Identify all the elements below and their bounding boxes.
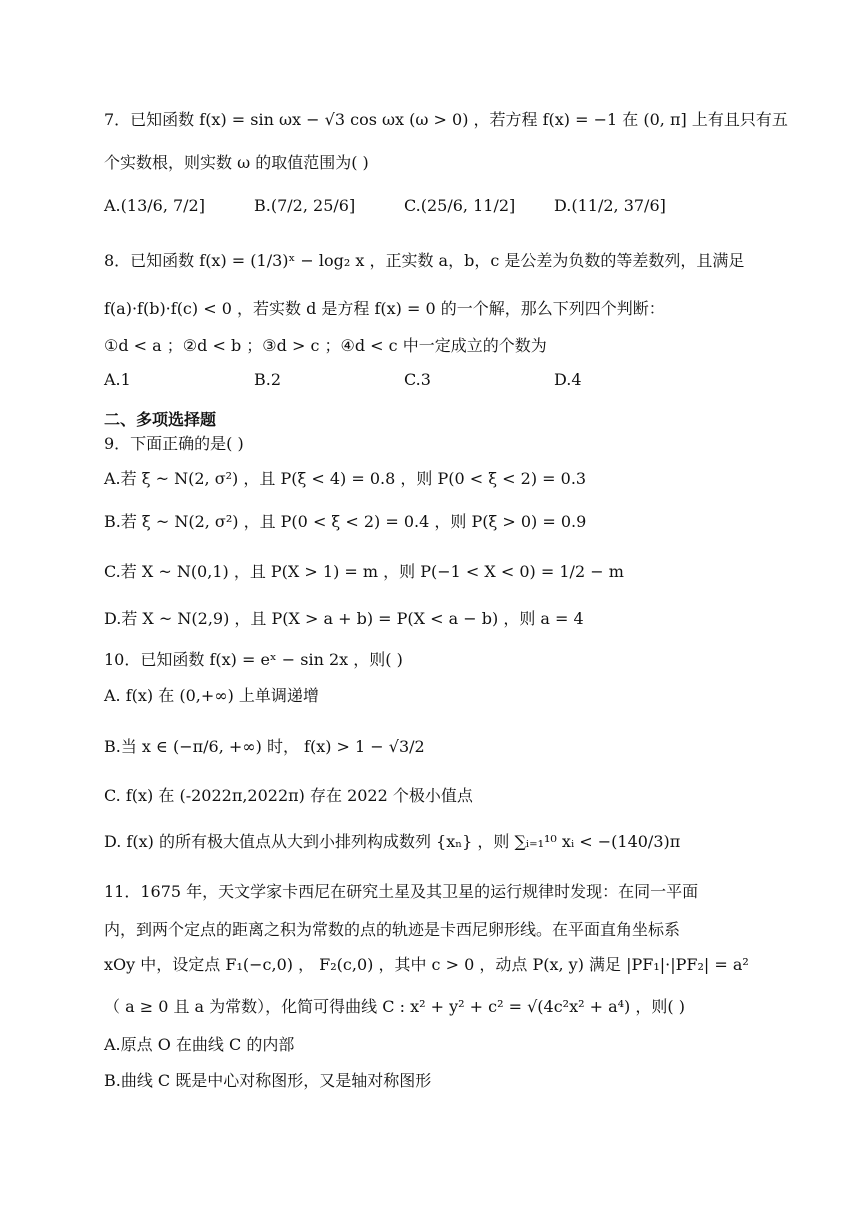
q8-option-b: B.2 — [254, 370, 282, 389]
q8-line2: f(a)·f(b)·f(c) < 0 ，若实数 d 是方程 f(x) = 0 的一个解，那么下列四个判断： — [104, 299, 665, 318]
q9-option-c: C.若 X ~ N(0,1) ，且 P(X > 1) = m ，则 P(−1 < X < 0) = 1/2 − m — [104, 562, 624, 581]
q9-option-d: D.若 X ~ N(2,9) ，且 P(X > a + b) = P(X < a − b) ，则 a = 4 — [104, 609, 584, 628]
q10-option-b: B.当 x ∈ (−π/6, +∞) 时， f(x) > 1 − √3/2 — [104, 737, 425, 756]
q10-option-a: A. f(x) 在 (0,+∞) 上单调递增 — [104, 686, 319, 705]
q11-line3: xOy 中，设定点 F₁(−c,0) ， F₂(c,0) ，其中 c > 0 ，动点 P(x, y) 满足 |PF₁|·|PF₂| = a² — [104, 955, 749, 974]
q7-line1: 7．已知函数 f(x) = sin ωx − √3 cos ωx (ω > 0) ，若方程 f(x) = −1 在 (0, π] 上有且只有五 — [104, 110, 788, 129]
q10-option-c: C. f(x) 在 (-2022π,2022π) 存在 2022 个极小值点 — [104, 786, 473, 805]
q10-stem: 10．已知函数 f(x) = eˣ − sin 2x ，则( ) — [104, 650, 403, 669]
q8-option-c: C.3 — [404, 370, 431, 389]
q8-line1: 8．已知函数 f(x) = (1/3)ˣ − log₂ x ，正实数 a，b，c 是公差为负数的等差数列，且满足 — [104, 251, 745, 270]
q8-option-a: A.1 — [104, 370, 131, 389]
q9-option-b: B.若 ξ ~ N(2, σ²) ，且 P(0 < ξ < 2) = 0.4 ，则 P(ξ > 0) = 0.9 — [104, 512, 587, 531]
q7-option-c: C.(25/6, 11/2] — [404, 196, 516, 215]
q7-option-d: D.(11/2, 37/6] — [554, 196, 666, 215]
q8-line3: ①d < a ；②d < b ；③d > c ；④d < c 中一定成立的个数为 — [104, 336, 547, 355]
q10-option-d: D. f(x) 的所有极大值点从大到小排列构成数列 {xₙ} ，则 ∑ᵢ₌₁¹⁰ xᵢ < −(140/3)π — [104, 832, 681, 851]
q8-option-d: D.4 — [554, 370, 582, 389]
q7-option-b: B.(7/2, 25/6] — [254, 196, 356, 215]
q11-line4: （ a ≥ 0 且 a 为常数），化简可得曲线 C : x² + y² + c² = √(4c²x² + a⁴) ，则( ) — [104, 997, 685, 1016]
q9-stem: 9．下面正确的是( ) — [104, 434, 244, 453]
q9-option-a: A.若 ξ ~ N(2, σ²) ，且 P(ξ < 4) = 0.8 ，则 P(0 < ξ < 2) = 0.3 — [104, 469, 587, 488]
section-title: 二、多项选择题 — [104, 410, 217, 429]
q11-option-a: A.原点 O 在曲线 C 的内部 — [104, 1035, 295, 1054]
q7-option-a: A.(13/6, 7/2] — [104, 196, 205, 215]
q7-line2: 个实数根，则实数 ω 的取值范围为( ) — [104, 153, 369, 172]
q11-line1: 11．1675 年，天文学家卡西尼在研究土星及其卫星的运行规律时发现：在同一平面 — [104, 882, 699, 901]
q11-option-b: B.曲线 C 既是中心对称图形，又是轴对称图形 — [104, 1071, 432, 1090]
q11-line2: 内，到两个定点的距离之积为常数的点的轨迹是卡西尼卵形线。在平面直角坐标系 — [104, 920, 681, 939]
